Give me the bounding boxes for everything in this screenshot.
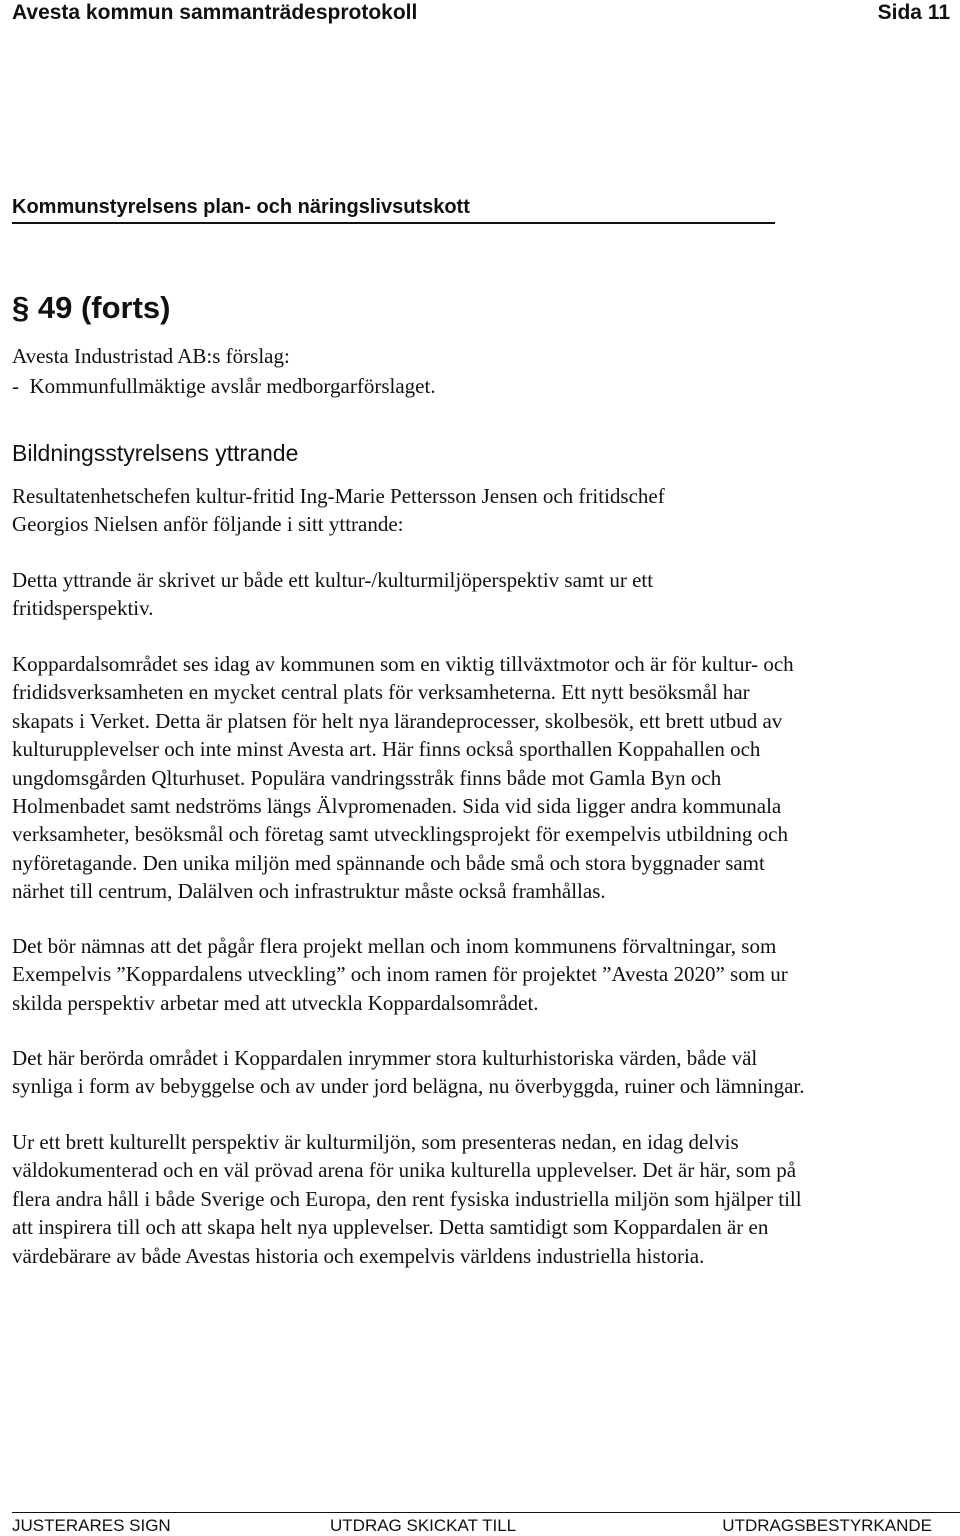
text-line: Exempelvis ”Koppardalens utveckling” och inom ramen för projektet ”Avesta 2020” som ur	[12, 962, 788, 987]
text-line: Det bör nämnas att det pågår flera projekt mellan och inom kommunens förvaltningar, som	[12, 934, 777, 958]
paragraph-heritage	[12, 1044, 958, 1101]
text-line: Detta yttrande är skrivet ur både ett kultur-/kulturmiljöperspektiv samt ur ett	[12, 568, 654, 592]
text-line: flera andra håll i både Sverige och Europa, den rent fysiska industriella miljön som hjälper till	[12, 1186, 802, 1211]
text-line: skapats i Verket. Detta är platsen för helt nya lärandeprocesser, skolbesök, ett brett utbud av	[12, 708, 783, 733]
page-number: Sida 11	[877, 1, 950, 24]
text-line: skilda perspektiv arbetar med att utveckla Koppardalsområdet.	[12, 990, 539, 1015]
text-line: närhet till centrum, Dalälven och infrastruktur måste också framhållas.	[12, 879, 606, 904]
text-line: synliga i form av bebyggelse och av under jord belägna, nu överbyggda, ruiner och lämningar.	[12, 1074, 805, 1099]
text-line: verksamheter, besöksmål och företag samt utvecklingsprojekt för exempelvis utbildning och	[12, 822, 788, 847]
statement-heading: Bildningsstyrelsens yttrande	[12, 440, 299, 466]
text-line: värdebärare av både Avestas historia och exempelvis världens industriella historia.	[12, 1243, 705, 1268]
document-title: Avesta kommun sammanträdesprotokoll	[12, 1, 418, 24]
text-line: nyföretagande. Den unika miljön med spännande och både små och stora byggnader samt	[12, 850, 765, 875]
text-line: ungdomsgården Qlturhuset. Populära vandringsstråk finns både mot Gamla Byn och	[12, 765, 722, 790]
section-heading: § 49 (forts)	[12, 290, 171, 325]
committee-underline	[12, 222, 775, 224]
paragraph-intro	[12, 482, 958, 539]
text-line: Resultatenhetschefen kultur-fritid Ing-Marie Pettersson Jensen och fritidschef	[12, 484, 665, 508]
text-line: Georgios Nielsen anför följande i sitt yttrande:	[12, 512, 404, 537]
proposal-heading: Avesta Industristad AB:s förslag:	[12, 344, 290, 368]
text-line: kulturupplevelser och inte minst Avesta art. Här finns också sporthallen Koppahallen och	[12, 737, 761, 762]
committee-name: Kommunstyrelsens plan- och näringslivsutskott	[12, 196, 470, 218]
text-line: fritidsperspektiv.	[12, 596, 154, 621]
paragraph-projects	[12, 932, 958, 1017]
paragraph-culture	[12, 1128, 958, 1270]
text-line: Det här berörda området i Koppardalen inrymmer stora kulturhistoriska värden, både väl	[12, 1046, 758, 1070]
text-line: att inspirera till och att skapa helt nya upplevelser. Detta samtidigt som Koppardalen är en	[12, 1215, 769, 1240]
footer-certifier-label: UTDRAGSBESTYRKANDE	[722, 1516, 932, 1535]
text-line: Ur ett brett kulturellt perspektiv är kulturmiljön, som presenteras nedan, en idag delvis	[12, 1130, 739, 1154]
paragraph-koppardalen	[12, 650, 958, 906]
text-line: Koppardalsområdet ses idag av kommunen som en viktig tillväxtmotor och är för kultur- och	[12, 652, 794, 676]
paragraph-perspective	[12, 566, 958, 623]
footer-rule	[12, 1512, 960, 1513]
text-line: frididsverksamheten en mycket central plats för verksamheterna. Ett nytt besöksmål har	[12, 680, 750, 705]
proposal-item: - Kommunfullmäktige avslår medborgarförslaget.	[12, 374, 436, 398]
text-line: väldokumenterad och en väl prövad arena för unika kulturella upplevelser. Det är här, som på	[12, 1158, 797, 1183]
footer-sign-label: JUSTERARES SIGN	[12, 1516, 171, 1535]
footer-sent-label: UTDRAG SKICKAT TILL	[330, 1516, 517, 1535]
text-line: Holmenbadet samt nedströms längs Älvpromenaden. Sida vid sida ligger andra kommunala	[12, 794, 782, 819]
